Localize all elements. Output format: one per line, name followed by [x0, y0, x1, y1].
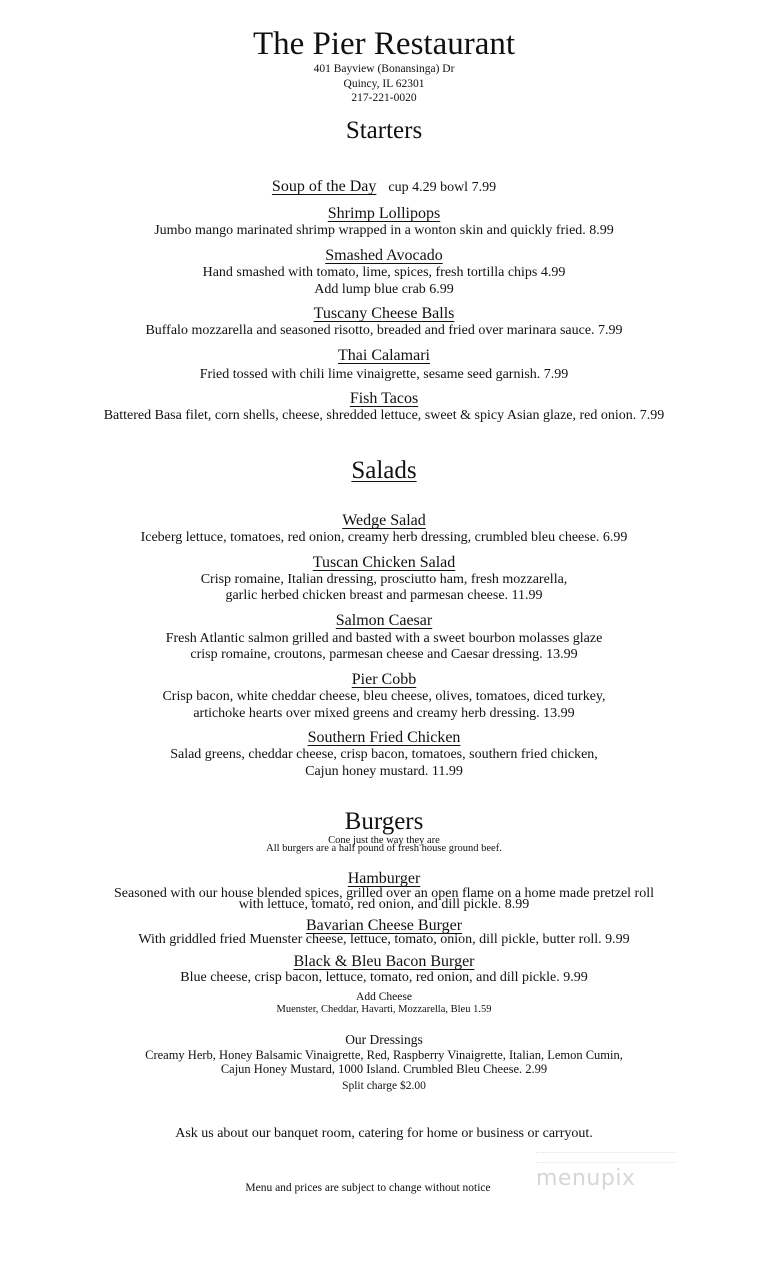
item-name: Wedge Salad — [342, 512, 426, 529]
item-name: Tuscany Cheese Balls — [313, 305, 455, 322]
item-description: Crisp bacon, white cheddar cheese, bleu cheese, olives, tomatoes, diced turkey, — [162, 689, 606, 704]
burgers-heading: Burgers — [344, 808, 424, 835]
item-name: Southern Fried Chicken — [307, 729, 461, 746]
item-description: artichoke hearts over mixed greens and creamy herb dressing. 13.99 — [193, 706, 575, 721]
item-description: Jumbo mango marinated shrimp wrapped in a wonton skin and quickly fried. 8.99 — [154, 223, 614, 238]
item-description: Fresh Atlantic salmon grilled and basted with a sweet bourbon molasses glaze — [165, 631, 603, 646]
banquet-note: Ask us about our banquet room, catering for home or business or carryout. — [175, 1126, 593, 1141]
item-description: Buffalo mozzarella and seasoned risotto, breaded and fried over marinara sauce. 7.99 — [145, 323, 623, 338]
soup-name: Soup of the Day — [271, 178, 377, 195]
item-description: crisp romaine, croutons, parmesan cheese and Caesar dressing. 13.99 — [190, 647, 578, 662]
dressings-list: Creamy Herb, Honey Balsamic Vinaigrette, Red, Raspberry Vinaigrette, Italian, Lemon Cumin, — [145, 1048, 623, 1062]
item-description: with lettuce, tomato, red onion, and dill pickle. 8.99 — [238, 897, 530, 912]
item-description: Iceberg lettuce, tomatoes, red onion, creamy herb dressing, crumbled bleu cheese. 6.99 — [140, 530, 628, 545]
item-description: Cajun honey mustard. 11.99 — [305, 764, 463, 779]
soup-prices: cup 4.29 bowl 7.99 — [388, 180, 497, 195]
burgers-note: All burgers are a half pound of fresh house ground beef. — [266, 843, 502, 854]
item-description: Blue cheese, crisp bacon, lettuce, tomato, red onion, and dill pickle. 9.99 — [180, 970, 588, 985]
item-name: Bavarian Cheese Burger — [305, 917, 463, 934]
burgers-note: Cone just the way they are — [328, 835, 440, 846]
phone-number: 217-221-0020 — [351, 92, 417, 104]
item-name: Hamburger — [347, 870, 421, 887]
item-description: With griddled fried Muenster cheese, lettuce, tomato, onion, dill pickle, butter roll. 9.99 — [138, 932, 630, 947]
restaurant-name: The Pier Restaurant — [252, 26, 516, 62]
starters-heading: Starters — [345, 117, 423, 144]
salads-heading: Salads — [351, 457, 417, 484]
item-name: Fish Tacos — [349, 390, 419, 407]
soup-of-the-day — [0, 178, 768, 196]
item-name: Salmon Caesar — [335, 612, 433, 629]
item-description: Salad greens, cheddar cheese, crisp bacon, tomatoes, southern fried chicken, — [170, 747, 598, 762]
dressings-list: Cajun Honey Mustard, 1000 Island. Crumbled Bleu Cheese. 2.99 — [220, 1062, 548, 1076]
item-name: Smashed Avocado — [325, 247, 443, 264]
item-description: garlic herbed chicken breast and parmesan cheese. 11.99 — [225, 588, 543, 603]
disclaimer: Menu and prices are subject to change without notice — [245, 1182, 491, 1194]
split-charge: Split charge $2.00 — [342, 1080, 426, 1092]
item-name: Pier Cobb — [351, 671, 417, 688]
item-description: Crisp romaine, Italian dressing, prosciutto ham, fresh mozzarella, — [200, 572, 568, 587]
watermark-logo: menupix — [536, 1166, 636, 1191]
add-cheese-title: Add Cheese — [356, 991, 412, 1003]
item-name: Shrimp Lollipops — [327, 205, 441, 222]
item-name: Black & Bleu Bacon Burger — [293, 953, 475, 970]
item-description: Fried tossed with chili lime vinaigrette, sesame seed garnish. 7.99 — [199, 367, 569, 382]
dressings-title: Our Dressings — [345, 1032, 423, 1047]
item-name: Tuscan Chicken Salad — [312, 554, 456, 571]
watermark-lines — [536, 1152, 676, 1163]
add-cheese-options: Muenster, Cheddar, Havarti, Mozzarella, Bleu 1.59 — [276, 1004, 492, 1015]
item-description: Hand smashed with tomato, lime, spices, fresh tortilla chips 4.99 — [202, 265, 566, 280]
item-name: Thai Calamari — [338, 347, 430, 364]
item-description: Seasoned with our house blended spices, grilled over an open flame on a home made pretzel roll — [114, 886, 654, 901]
address-line-2: Quincy, IL 62301 — [343, 78, 425, 90]
address-line-1: 401 Bayview (Bonansinga) Dr — [313, 63, 455, 75]
item-description: Add lump blue crab 6.99 — [314, 282, 454, 297]
item-description: Battered Basa filet, corn shells, cheese, shredded lettuce, sweet & spicy Asian glaze, red onion. 7.99 — [103, 408, 665, 423]
